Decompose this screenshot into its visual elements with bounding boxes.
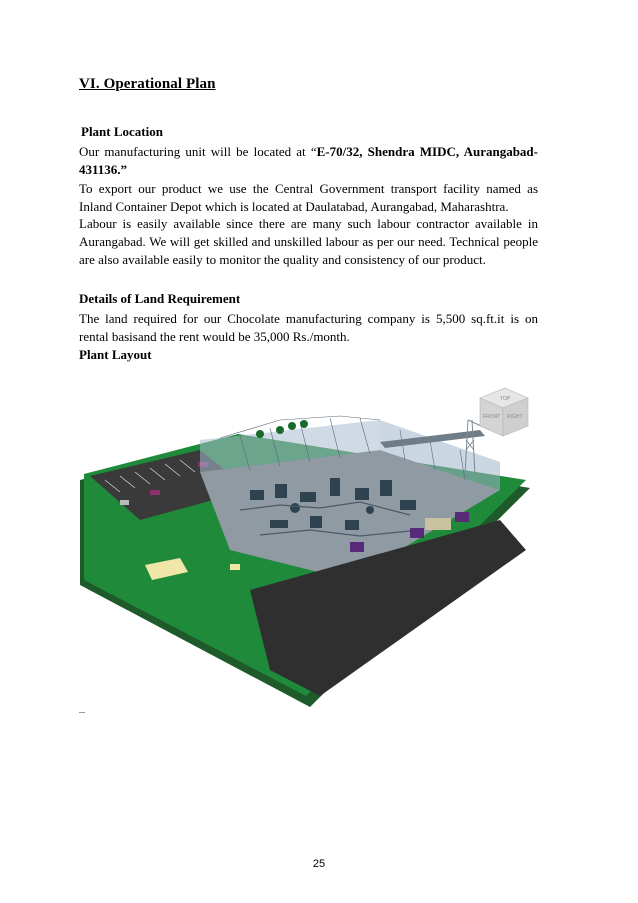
land-requirement-paragraph: The land required for our Chocolate manufacturing company is 5,500 sq.ft.it is on rental basisand the rent would be 35,000 Rs./month. [79,311,538,344]
view-cube-right-label: RIGHT [507,414,523,420]
plant-layout-heading: Plant Layout [79,347,152,362]
plant-layout-3d-image [80,380,542,708]
page-number: 25 [312,858,326,870]
view-cube-icon[interactable] [480,388,528,436]
location-intro-text: Our manufacturing unit will be located at “ [79,144,317,159]
figure-marker [79,712,85,713]
land-requirement-heading: Details of Land Requirement [79,291,241,306]
plant-location-heading: Plant Location [81,124,163,139]
view-cube-front-label: FRONT [483,414,501,420]
location-address: E-70/32, Shendra MIDC, Aurangabad-431136.” [79,144,538,177]
transport-paragraph: To export our product we use the Central Government transport facility named as Inland Container Depot which is located at Daulatabad, Aurangabad, Maharashtra. [79,181,538,214]
plant-location-paragraph [79,143,538,179]
view-cube-top-label: TOP [500,396,511,402]
loading-marker [230,564,240,570]
labour-paragraph: Labour is easily available since there are many such labour contractor available in Aurangabad. We will get skilled and unskilled labour as per our need. Technical people are also available easily to monitor the quality and consistency of our product. [79,216,538,267]
parked-car [120,500,129,505]
parked-car [150,490,160,495]
section-title: VI. Operational Plan [79,76,216,92]
